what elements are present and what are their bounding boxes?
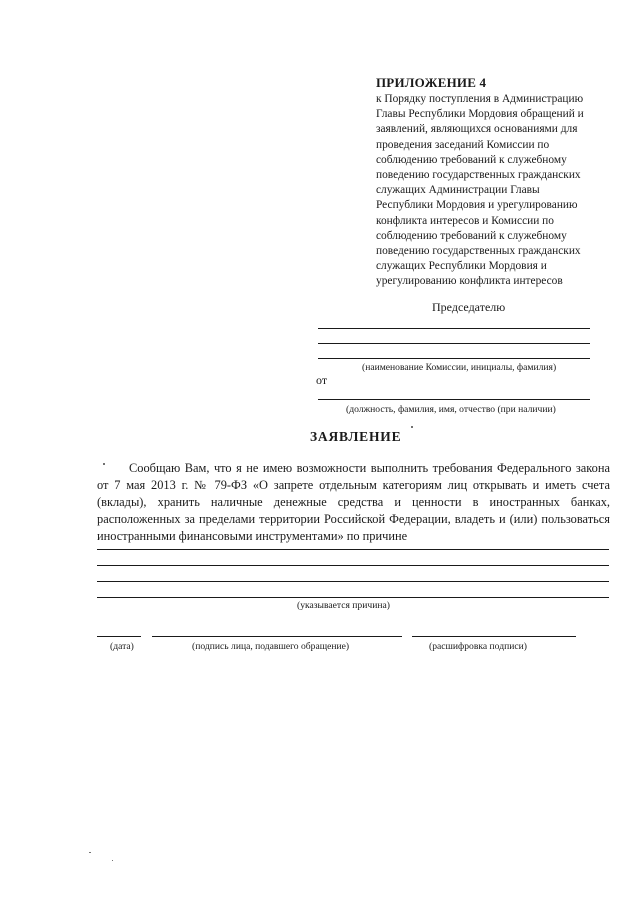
- statement-body: Сообщаю Вам, что я не имею возможности выполнить требования Федерального закона от 7 мая 2013 г. № 79-ФЗ «О запрете отдельным категориям лиц открывать и иметь счета (вклады), хранить наличные денежные средства и ценности в иностранных банках, расположенных за пределами территории Российской Федерации, владеть и (или) пользоваться иностранными финансовыми инструментами» по причине: [97, 461, 610, 543]
- signature-line[interactable]: [152, 636, 402, 637]
- annex-line: к Порядку поступления в Администрацию: [376, 93, 584, 105]
- annex-line: проведения заседаний Комиссии по: [376, 138, 550, 151]
- annex-block: [376, 74, 606, 290]
- signature-caption: (подпись лица, подавшего обращение): [192, 641, 350, 652]
- annex-line: Главы Республики Мордовия обращений и: [376, 108, 584, 121]
- annex-line: конфликта интересов и Комиссии по: [376, 214, 554, 227]
- sender-line[interactable]: [318, 399, 590, 400]
- sender-label: от: [316, 373, 328, 387]
- addressee-caption: (наименование Комиссии, инициалы, фамилия): [362, 362, 557, 373]
- decoding-caption: (расшифровка подписи): [429, 641, 527, 652]
- addressee-label: Председателю: [432, 300, 506, 314]
- reason-caption: (указывается причина): [297, 600, 390, 611]
- scan-speck: [112, 860, 113, 861]
- scan-speck: [89, 852, 91, 853]
- annex-line: Республики Мордовия и урегулированию: [376, 199, 578, 212]
- reason-line-4[interactable]: [97, 597, 609, 598]
- annex-line: поведению государственных гражданских: [376, 245, 581, 258]
- reason-line-2[interactable]: [97, 565, 609, 566]
- sender-caption: (должность, фамилия, имя, отчество (при наличии): [346, 404, 556, 415]
- addressee-line-1[interactable]: [318, 328, 590, 329]
- addressee-line-2[interactable]: [318, 343, 590, 344]
- scan-speck: [411, 426, 413, 428]
- annex-line: соблюдению требований к служебному: [376, 153, 567, 166]
- annex-line: служащих Администрации Главы: [376, 184, 540, 197]
- addressee-line-3[interactable]: [318, 358, 590, 359]
- decoding-line[interactable]: [412, 636, 576, 637]
- document-heading: ЗАЯВЛЕНИЕ: [310, 429, 402, 444]
- date-line[interactable]: [97, 636, 141, 637]
- scan-speck: [103, 463, 105, 465]
- annex-title: ПРИЛОЖЕНИЕ 4: [376, 75, 487, 90]
- annex-line: заявлений, являющихся основаниями для: [376, 123, 578, 136]
- annex-line: служащих Республики Мордовия и: [376, 260, 547, 273]
- reason-line-3[interactable]: [97, 581, 609, 582]
- date-caption: (дата): [110, 641, 134, 652]
- annex-line: соблюдению требований к служебному: [376, 229, 567, 242]
- annex-line: урегулированию конфликта интересов: [376, 275, 563, 288]
- reason-line-1[interactable]: [97, 549, 609, 550]
- annex-line: поведению государственных гражданских: [376, 169, 581, 182]
